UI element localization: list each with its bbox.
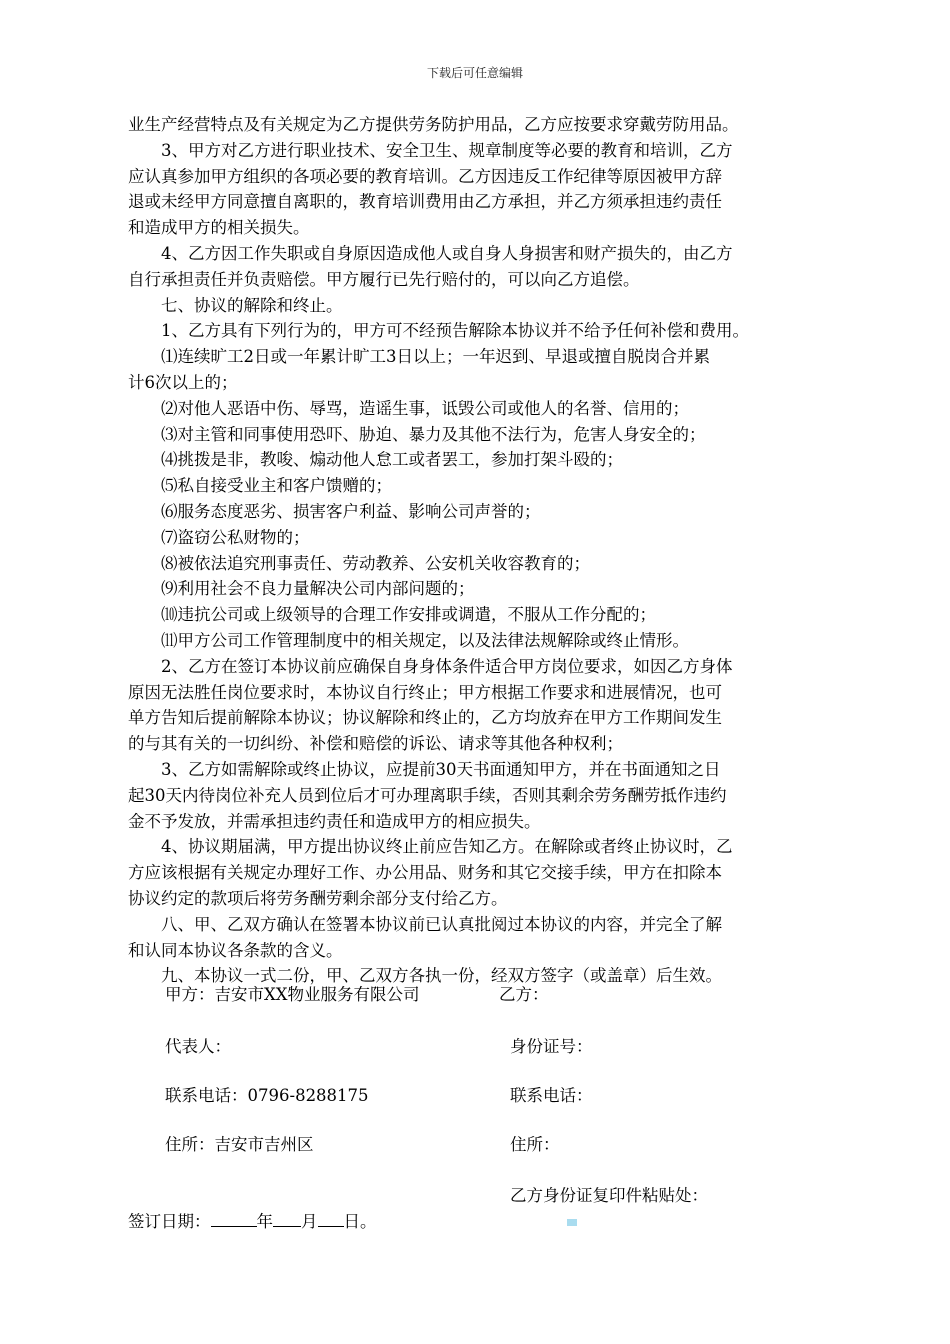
year-blank	[211, 1210, 257, 1227]
page-header: 下载后可任意编辑	[426, 66, 523, 80]
id-copy-label: 乙方身份证复印件粘贴处：	[510, 1186, 708, 1205]
day-blank	[318, 1210, 344, 1227]
paragraph-line: ⑾甲方公司工作管理制度中的相关规定，以及法律法规解除或终止情形。	[161, 630, 689, 650]
paragraph-line: 金不予发放，并需承担违约责任和造成甲方的相应损失。	[128, 811, 541, 831]
month-label: 月	[301, 1212, 318, 1231]
month-blank	[273, 1210, 301, 1227]
address-a-label: 住所：吉安市吉州区	[165, 1135, 314, 1154]
paragraph-line: 八、甲、乙双方确认在签署本协议前已认真批阅过本协议的内容，并完全了解	[161, 914, 722, 934]
paragraph-line: 1、乙方具有下列行为的，甲方可不经预告解除本协议并不给予任何补偿和费用。	[161, 321, 749, 341]
signature-row-parties	[165, 984, 865, 1006]
year-label: 年	[256, 1212, 273, 1231]
paragraph-line: 计6次以上的；	[128, 372, 238, 392]
paragraph-line: 4、乙方因工作失职或自身原因造成他人或自身人身损害和财产损失的，由乙方	[161, 243, 733, 263]
paragraph-line: 和认同本协议各条款的含义。	[128, 940, 343, 960]
paragraph-line: ⑼利用社会不良力量解决公司内部问题的；	[161, 579, 475, 599]
paragraph-line: 七、协议的解除和终止。	[161, 295, 343, 315]
representative-label: 代表人：	[165, 1037, 231, 1056]
paragraph-line: ⑷挑拨是非，教唆、煽动他人怠工或者罢工，参加打架斗殴的；	[161, 450, 623, 470]
id-number-label: 身份证号：	[510, 1037, 593, 1056]
paragraph-line: 应认真参加甲方组织的各项必要的教育培训。乙方因违反工作纪律等原因被甲方辞	[128, 166, 722, 186]
paragraph-line: 方应该根据有关规定办理好工作、办公用品、财务和其它交接手续，甲方在扣除本	[128, 863, 722, 883]
paragraph-line: ⑶对主管和同事使用恐吓、胁迫、暴力及其他不法行为，危害人身安全的；	[161, 424, 706, 444]
party-a-label: 甲方：吉安市XX物业服务有限公司	[165, 985, 420, 1004]
paragraph-line: 3、乙方如需解除或终止协议，应提前30天书面通知甲方，并在书面通知之日	[161, 759, 721, 779]
sign-date-label: 签订日期：	[128, 1212, 211, 1231]
paragraph-line: 业生产经营特点及有关规定为乙方提供劳务防护用品，乙方应按要求穿戴劳防用品。	[128, 115, 739, 134]
sign-date-line	[128, 1210, 377, 1233]
paragraph-line: 起30天内待岗位补充人员到位后才可办理离职手续，否则其剩余劳务酬劳抵作违约	[128, 785, 727, 805]
phone-a-label: 联系电话：0796-8288175	[165, 1086, 369, 1105]
paragraph-line: 自行承担责任并负责赔偿。甲方履行已先行赔付的，可以向乙方追偿。	[128, 269, 640, 289]
paragraph-line: 九、本协议一式二份，甲、乙双方各执一份，经双方签字（或盖章）后生效。	[161, 966, 722, 986]
paragraph-line: 的与其有关的一切纠纷、补偿和赔偿的诉讼、请求等其他各种权利；	[128, 734, 623, 754]
paragraph-line: 协议约定的款项后将劳务酬劳剩余部分支付给乙方。	[128, 888, 508, 908]
phone-b-label: 联系电话：	[510, 1086, 593, 1105]
signature-row-representative	[165, 1036, 865, 1058]
paragraph-line: ⑻被依法追究刑事责任、劳动教养、公安机关收容教育的；	[161, 553, 590, 573]
paragraph-line: 单方告知后提前解除本协议；协议解除和终止的，乙方均放弃在甲方工作期间发生	[128, 708, 722, 728]
paragraph-line: ⑸私自接受业主和客户馈赠的；	[161, 476, 392, 496]
paste-marker	[567, 1219, 577, 1226]
paragraph-line: ⑹服务态度恶劣、损害客户利益、影响公司声誉的；	[161, 501, 541, 521]
paragraph-line: 原因无法胜任岗位要求时，本协议自行终止；甲方根据工作要求和进展情况，也可	[128, 682, 722, 702]
paragraph-line: ⑵对他人恶语中伤、辱骂，造谣生事，诋毁公司或他人的名誉、信用的；	[161, 398, 689, 418]
signature-row-phone	[165, 1085, 865, 1107]
day-label: 日。	[343, 1212, 377, 1231]
paragraph-line: ⑴连续旷工2日或一年累计旷工3日以上；一年迟到、早退或擅自脱岗合并累	[161, 347, 710, 367]
signature-row-address	[165, 1134, 865, 1156]
agreement-body	[128, 112, 838, 989]
paragraph-line: 4、协议期届满，甲方提出协议终止前应告知乙方。在解除或者终止协议时，乙	[161, 837, 733, 857]
paragraph-line: ⑽违抗公司或上级领导的合理工作安排或调遣，不服从工作分配的；	[161, 605, 656, 625]
party-b-label: 乙方：	[499, 985, 549, 1004]
paragraph-line: 和造成甲方的相关损失。	[128, 218, 310, 238]
paragraph-line: 退或未经甲方同意擅自离职的，教育培训费用由乙方承担，并乙方须承担违约责任	[128, 192, 722, 212]
paragraph-line: ⑺盗窃公私财物的；	[161, 527, 310, 547]
address-b-label: 住所：	[510, 1135, 560, 1154]
paragraph-line: 3、甲方对乙方进行职业技术、安全卫生、规章制度等必要的教育和培训，乙方	[161, 140, 733, 160]
paragraph-line: 2、乙方在签订本协议前应确保自身身体条件适合甲方岗位要求，如因乙方身体	[161, 656, 733, 676]
